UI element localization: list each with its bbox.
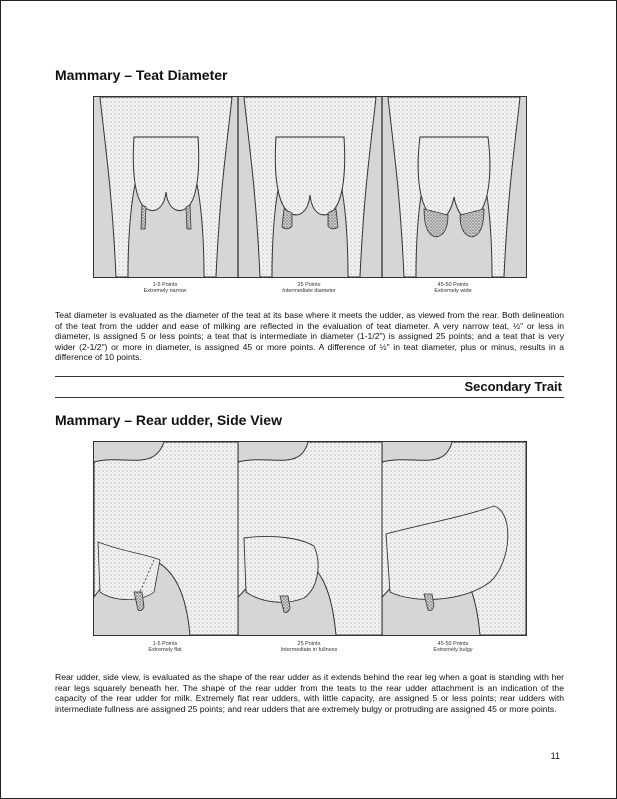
caption-points: 25 Points xyxy=(297,641,321,647)
section-title-rear-udder: Mammary – Rear udder, Side View xyxy=(55,412,282,428)
divider-top xyxy=(55,376,564,377)
caption-points: 45-50 Points xyxy=(437,282,469,288)
rear-udder-description: Rear udder, side view, is evaluated as the shape of the rear udder as it extends behind the rear leg when a goat is standing with her rear legs squarely beneath her. The shape of the rear udder from the teats to the rear udder attachment is an indication of the capacity of the rear udder for milk. Extremely flat rear udders, with little capacity, are assigned 5 or less points; rear udders with intermediate fullness are assigned 25 points; and rear udders that are extremely bulgy or protruding are assigned 45 or more points. xyxy=(55,672,564,714)
caption-label: Intermediate diameter xyxy=(282,288,336,294)
caption-intermediate xyxy=(249,282,369,294)
side-view-intermediate-udder xyxy=(238,442,382,635)
page-number: 11 xyxy=(550,751,560,761)
teat-diameter-description: Teat diameter is evaluated as the diameter of the teat at its base where it meets the udder, as viewed from the rear. Both delineation of the teat from the udder and ease of milking are reflected in the evaluation of teat diameter. A very narrow teat, ½" or less in diameter, is assigned 5 or less points; a teat that is intermediate in diameter (1-1/2") is assigned 25 points; and a teat that is very wider (2-1/2") or more in diameter, is assigned 45 or more points. A difference of ½" in teat diameter, plus or minus, results in a difference of 10 points. xyxy=(55,310,564,363)
teat-diameter-captions xyxy=(93,282,525,296)
caption-points: 1-5 Points xyxy=(152,641,178,647)
caption-label: Intermediate in fullness xyxy=(280,647,338,653)
teat-diameter-illustration xyxy=(93,96,527,278)
divider-bottom xyxy=(55,397,564,398)
side-view-flat-udder xyxy=(94,442,238,635)
rear-view-intermediate-teats xyxy=(244,97,376,277)
caption-label: Extremely bulgy xyxy=(433,647,473,653)
rear-udder-illustration xyxy=(93,441,527,636)
caption-label: Extremely wide xyxy=(434,288,472,294)
rear-udder-captions xyxy=(93,641,525,655)
caption-narrow xyxy=(105,282,225,294)
section-title-teat-diameter: Mammary – Teat Diameter xyxy=(55,67,228,83)
teat-diameter-drawing xyxy=(94,97,526,277)
secondary-trait-label: Secondary Trait xyxy=(464,379,562,394)
caption-points: 1-5 Points xyxy=(152,282,178,288)
rear-view-wide-teats xyxy=(388,97,520,277)
caption-points: 45-50 Points xyxy=(437,641,469,647)
caption-points: 25 Points xyxy=(297,282,321,288)
caption-wide xyxy=(393,282,513,294)
caption-flat xyxy=(105,641,225,653)
caption-label: Extremely flat xyxy=(148,647,182,653)
rear-udder-drawing xyxy=(94,442,526,635)
caption-label: Extremely narrow xyxy=(143,288,187,294)
caption-intermediate-fullness xyxy=(249,641,369,653)
rear-view-narrow-teats xyxy=(100,97,232,277)
caption-bulgy xyxy=(393,641,513,653)
side-view-bulgy-udder xyxy=(382,442,526,635)
